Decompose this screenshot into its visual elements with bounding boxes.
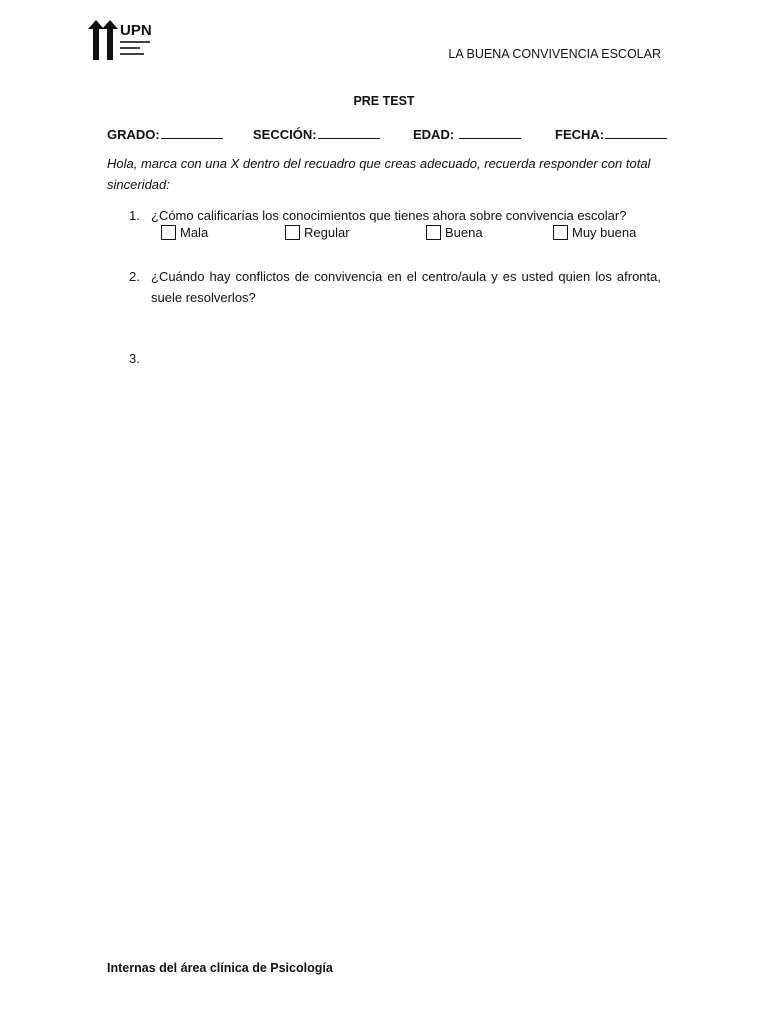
grado-label: GRADO: (107, 127, 160, 142)
option-buena[interactable] (426, 225, 483, 240)
fecha-blank[interactable] (605, 124, 667, 139)
svg-text:UPN: UPN (120, 22, 152, 39)
question-1-number: 1. (129, 208, 140, 223)
option-mala-label: Mala (180, 225, 209, 240)
option-mala-checkbox[interactable] (161, 225, 176, 240)
question-1 (129, 205, 661, 226)
option-regular-checkbox[interactable] (285, 225, 300, 240)
question-3-number: 3. (129, 351, 140, 366)
seccion-blank[interactable] (318, 124, 380, 139)
grado-field[interactable] (107, 124, 223, 142)
question-2 (129, 266, 661, 308)
edad-label: EDAD: (413, 127, 455, 142)
question-1-text: ¿Cómo calificarías los conocimientos que tienes ahora sobre convivencia escolar? (151, 208, 627, 223)
document-header-title: LA BUENA CONVIVENCIA ESCOLAR (448, 47, 661, 61)
option-mala[interactable] (161, 225, 208, 240)
page-title: PRE TEST (353, 94, 415, 108)
question-2-text: ¿Cuándo hay conflictos de convivencia en el centro/aula y es usted quien los afronta, suele resolverlos? (151, 269, 661, 305)
fecha-label: FECHA: (555, 127, 605, 142)
document-footer: Internas del área clínica de Psicología (107, 961, 333, 975)
instructions-text: Hola, marca con una X dentro del recuadro que creas adecuado, recuerda responder con total sinceridad: (107, 156, 651, 192)
grado-blank[interactable] (161, 124, 223, 139)
option-muy-buena-checkbox[interactable] (553, 225, 568, 240)
question-2-number: 2. (129, 269, 140, 284)
seccion-label: SECCIÓN: (253, 127, 317, 142)
option-buena-label: Buena (445, 225, 483, 240)
option-regular-label: Regular (304, 225, 350, 240)
student-info-fields (107, 124, 667, 142)
edad-field[interactable] (413, 124, 521, 142)
option-buena-checkbox[interactable] (426, 225, 441, 240)
option-muy-buena[interactable] (553, 225, 636, 240)
fecha-field[interactable] (555, 124, 667, 142)
option-muy-buena-label: Muy buena (572, 225, 637, 240)
option-regular[interactable] (285, 225, 350, 240)
edad-blank[interactable] (459, 124, 521, 139)
upn-logo (86, 20, 156, 62)
seccion-field[interactable] (253, 124, 380, 142)
question-1-options (161, 225, 661, 245)
